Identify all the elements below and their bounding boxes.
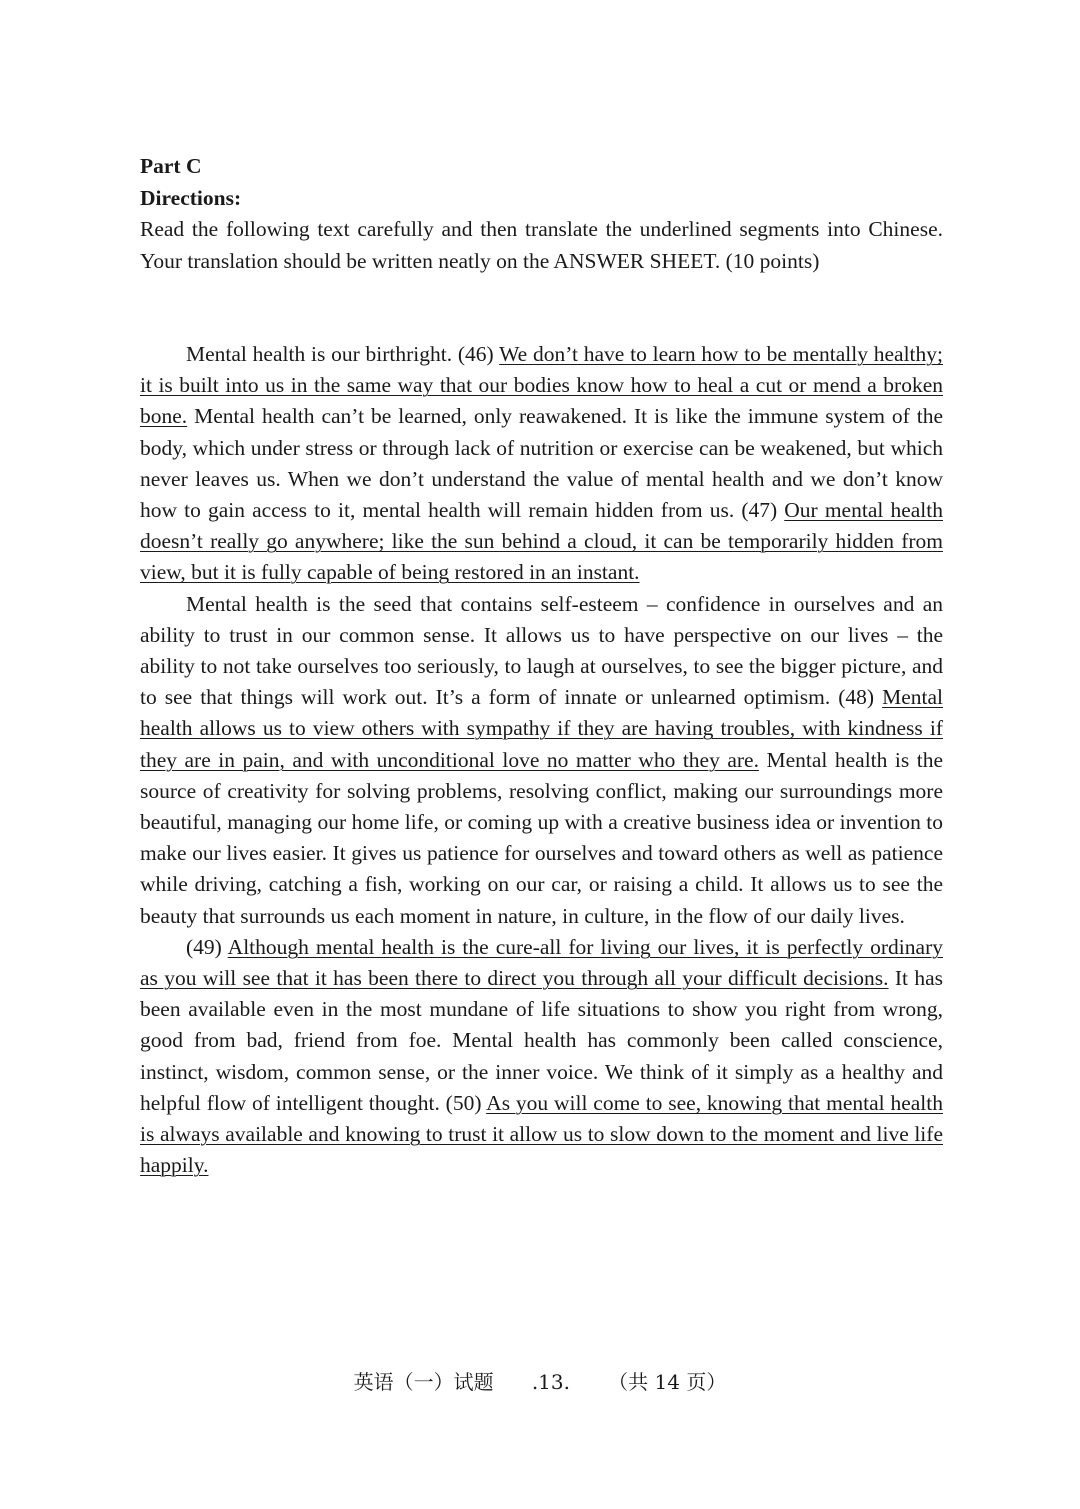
passage-text: It has been available even in the most mundane of life situations to show you right from wrong, good from bad, friend from foe. Mental health has commonly been called conscience, instinct, wisdom, common sense, or the inner voice. We think of it simply as a healthy and helpful flow of intelligent thought. (50)	[140, 966, 943, 1115]
passage-text: (49)	[186, 934, 228, 959]
passage-text: Mental health is the source of creativity for solving problems, resolving conflict, making our surroundings more beautiful, managing our home life, or coming up with a creative business idea or invention to make our lives easier. It gives us patience for ourselves and toward others as well as patience while driving, catching a fish, working on our car, or raising a child. It allows us to see the beauty that surrounds us each moment in nature, in culture, in the flow of our daily lives.	[140, 747, 944, 928]
underlined-segment-47: Our mental health doesn’t really go anywhere; like the sun behind a cloud, it can be temporarily hidden from view, but it is fully capable of being restored in an instant.	[140, 498, 943, 585]
part-heading: Part C	[140, 154, 202, 178]
footer-page-number: .13.	[531, 1370, 570, 1394]
directions-label: Directions:	[140, 186, 242, 210]
passage-paragraph-3	[140, 932, 943, 1182]
exam-page	[140, 150, 943, 1181]
page-footer	[0, 1368, 1080, 1396]
directions-text: Read the following text carefully and then translate the underlined segments into Chinese. Your translation should be written neatly on the ANSWER SHEET. (10 points)	[140, 217, 943, 273]
footer-exam-title: 英语（一）试题	[353, 1370, 494, 1394]
passage-text: Mental health is our birthright. (46)	[186, 342, 500, 366]
underlined-segment-46: We don’t have to learn how to be mentally healthy; it is built into us in the same way that our bodies know how to heal a cut or mend a broken bone.	[140, 342, 943, 429]
footer-total-pages: （共 14 页）	[608, 1370, 727, 1394]
underlined-segment-49: Although mental health is the cure-all for living our lives, it is perfectly ordinary as you will see that it has been there to direct you through all your difficult decisions.	[140, 934, 943, 991]
passage-text: Mental health can’t be learned, only reawakened. It is like the immune system of the body, which under stress or through lack of nutrition or exercise can be weakened, but which never leaves us. When we don’t understand the value of mental health and we don’t know how to gain access to it, mental health will remain hidden from us. (47)	[140, 404, 943, 523]
passage-paragraph-1	[140, 339, 943, 589]
underlined-segment-50: As you will come to see, knowing that mental health is always available and knowing to trust it allow us to slow down to the moment and live life happily.	[140, 1090, 943, 1178]
underlined-segment-48: Mental health allows us to view others with sympathy if they are having troubles, with kindness if they are in pain, and with unconditional love no matter who they are.	[140, 685, 943, 772]
passage-text: Mental health is the seed that contains self-esteem – confidence in ourselves and an ability to trust in our common sense. It allows us to have perspective on our lives – the ability to not take ourselves too seriously, to laugh at ourselves, to see the bigger picture, and to see that things will work out. It’s a form of innate or unlearned optimism. (48)	[140, 591, 943, 710]
passage-paragraph-2	[140, 589, 943, 932]
reading-passage	[140, 339, 943, 1181]
